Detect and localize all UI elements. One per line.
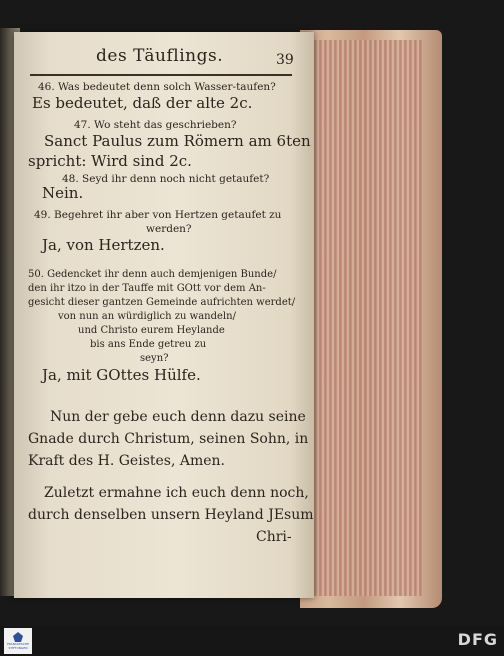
question-49-line-1: 49. Begehret ihr aber von Hertzen getaufet zu bbox=[34, 209, 282, 221]
question-50-line-6: bis ans Ende getreu zu bbox=[90, 339, 207, 350]
question-50-line-3: gesicht dieser gantzen Gemeinde aufrichten werdet/ bbox=[28, 297, 296, 308]
closing-line-2: Gnade durch Christum, seinen Sohn, in bbox=[28, 431, 309, 447]
question-50-line-2: den ihr itzo in der Tauffe mit GOtt vor dem An- bbox=[28, 283, 266, 294]
exhortation-line-3: Chri- bbox=[256, 529, 292, 545]
header-rule bbox=[30, 74, 292, 76]
question-46: 46. Was bedeutet denn solch Wasser-taufen? bbox=[38, 81, 276, 93]
answer-46: Es bedeutet, daß der alte 2c. bbox=[32, 94, 253, 112]
question-50-line-4: von nun an würdiglich zu wandeln/ bbox=[58, 311, 236, 322]
book-page bbox=[14, 32, 314, 598]
page-number: 39 bbox=[276, 52, 294, 68]
page-edges bbox=[310, 40, 422, 596]
viewer-footer bbox=[0, 626, 504, 656]
running-head: des Täuflings. bbox=[96, 46, 224, 66]
institution-logo[interactable] bbox=[4, 628, 32, 654]
exhortation-line-1: Zuletzt ermahne ich euch denn noch, bbox=[44, 485, 309, 501]
question-47: 47. Wo steht das geschrieben? bbox=[74, 119, 237, 131]
institution-logo-icon bbox=[13, 632, 23, 642]
dfg-logo[interactable]: DFG bbox=[457, 630, 498, 649]
answer-50: Ja, mit GOttes Hülfe. bbox=[42, 366, 201, 384]
question-50-line-7: seyn? bbox=[140, 353, 169, 364]
question-49-line-2: werden? bbox=[146, 223, 192, 235]
question-50-line-1: 50. Gedencket ihr denn auch demjenigen Bunde/ bbox=[28, 269, 277, 280]
answer-47-line-1: Sanct Paulus zum Römern am 6ten bbox=[44, 132, 311, 150]
answer-49: Ja, von Hertzen. bbox=[42, 236, 165, 254]
answer-48: Nein. bbox=[42, 184, 84, 202]
question-48: 48. Seyd ihr denn noch nicht getaufet? bbox=[62, 173, 270, 185]
closing-line-3: Kraft des H. Geistes, Amen. bbox=[28, 453, 226, 469]
exhortation-line-2: durch denselben unsern Heyland JEsum bbox=[28, 507, 314, 523]
closing-line-1: Nun der gebe euch denn dazu seine bbox=[50, 409, 306, 425]
answer-47-line-2: spricht: Wird sind 2c. bbox=[28, 152, 192, 170]
question-50-line-5: und Christo eurem Heylande bbox=[78, 325, 225, 336]
institution-logo-caption: FRANCKESCHE STIFTUNGEN bbox=[6, 642, 30, 650]
